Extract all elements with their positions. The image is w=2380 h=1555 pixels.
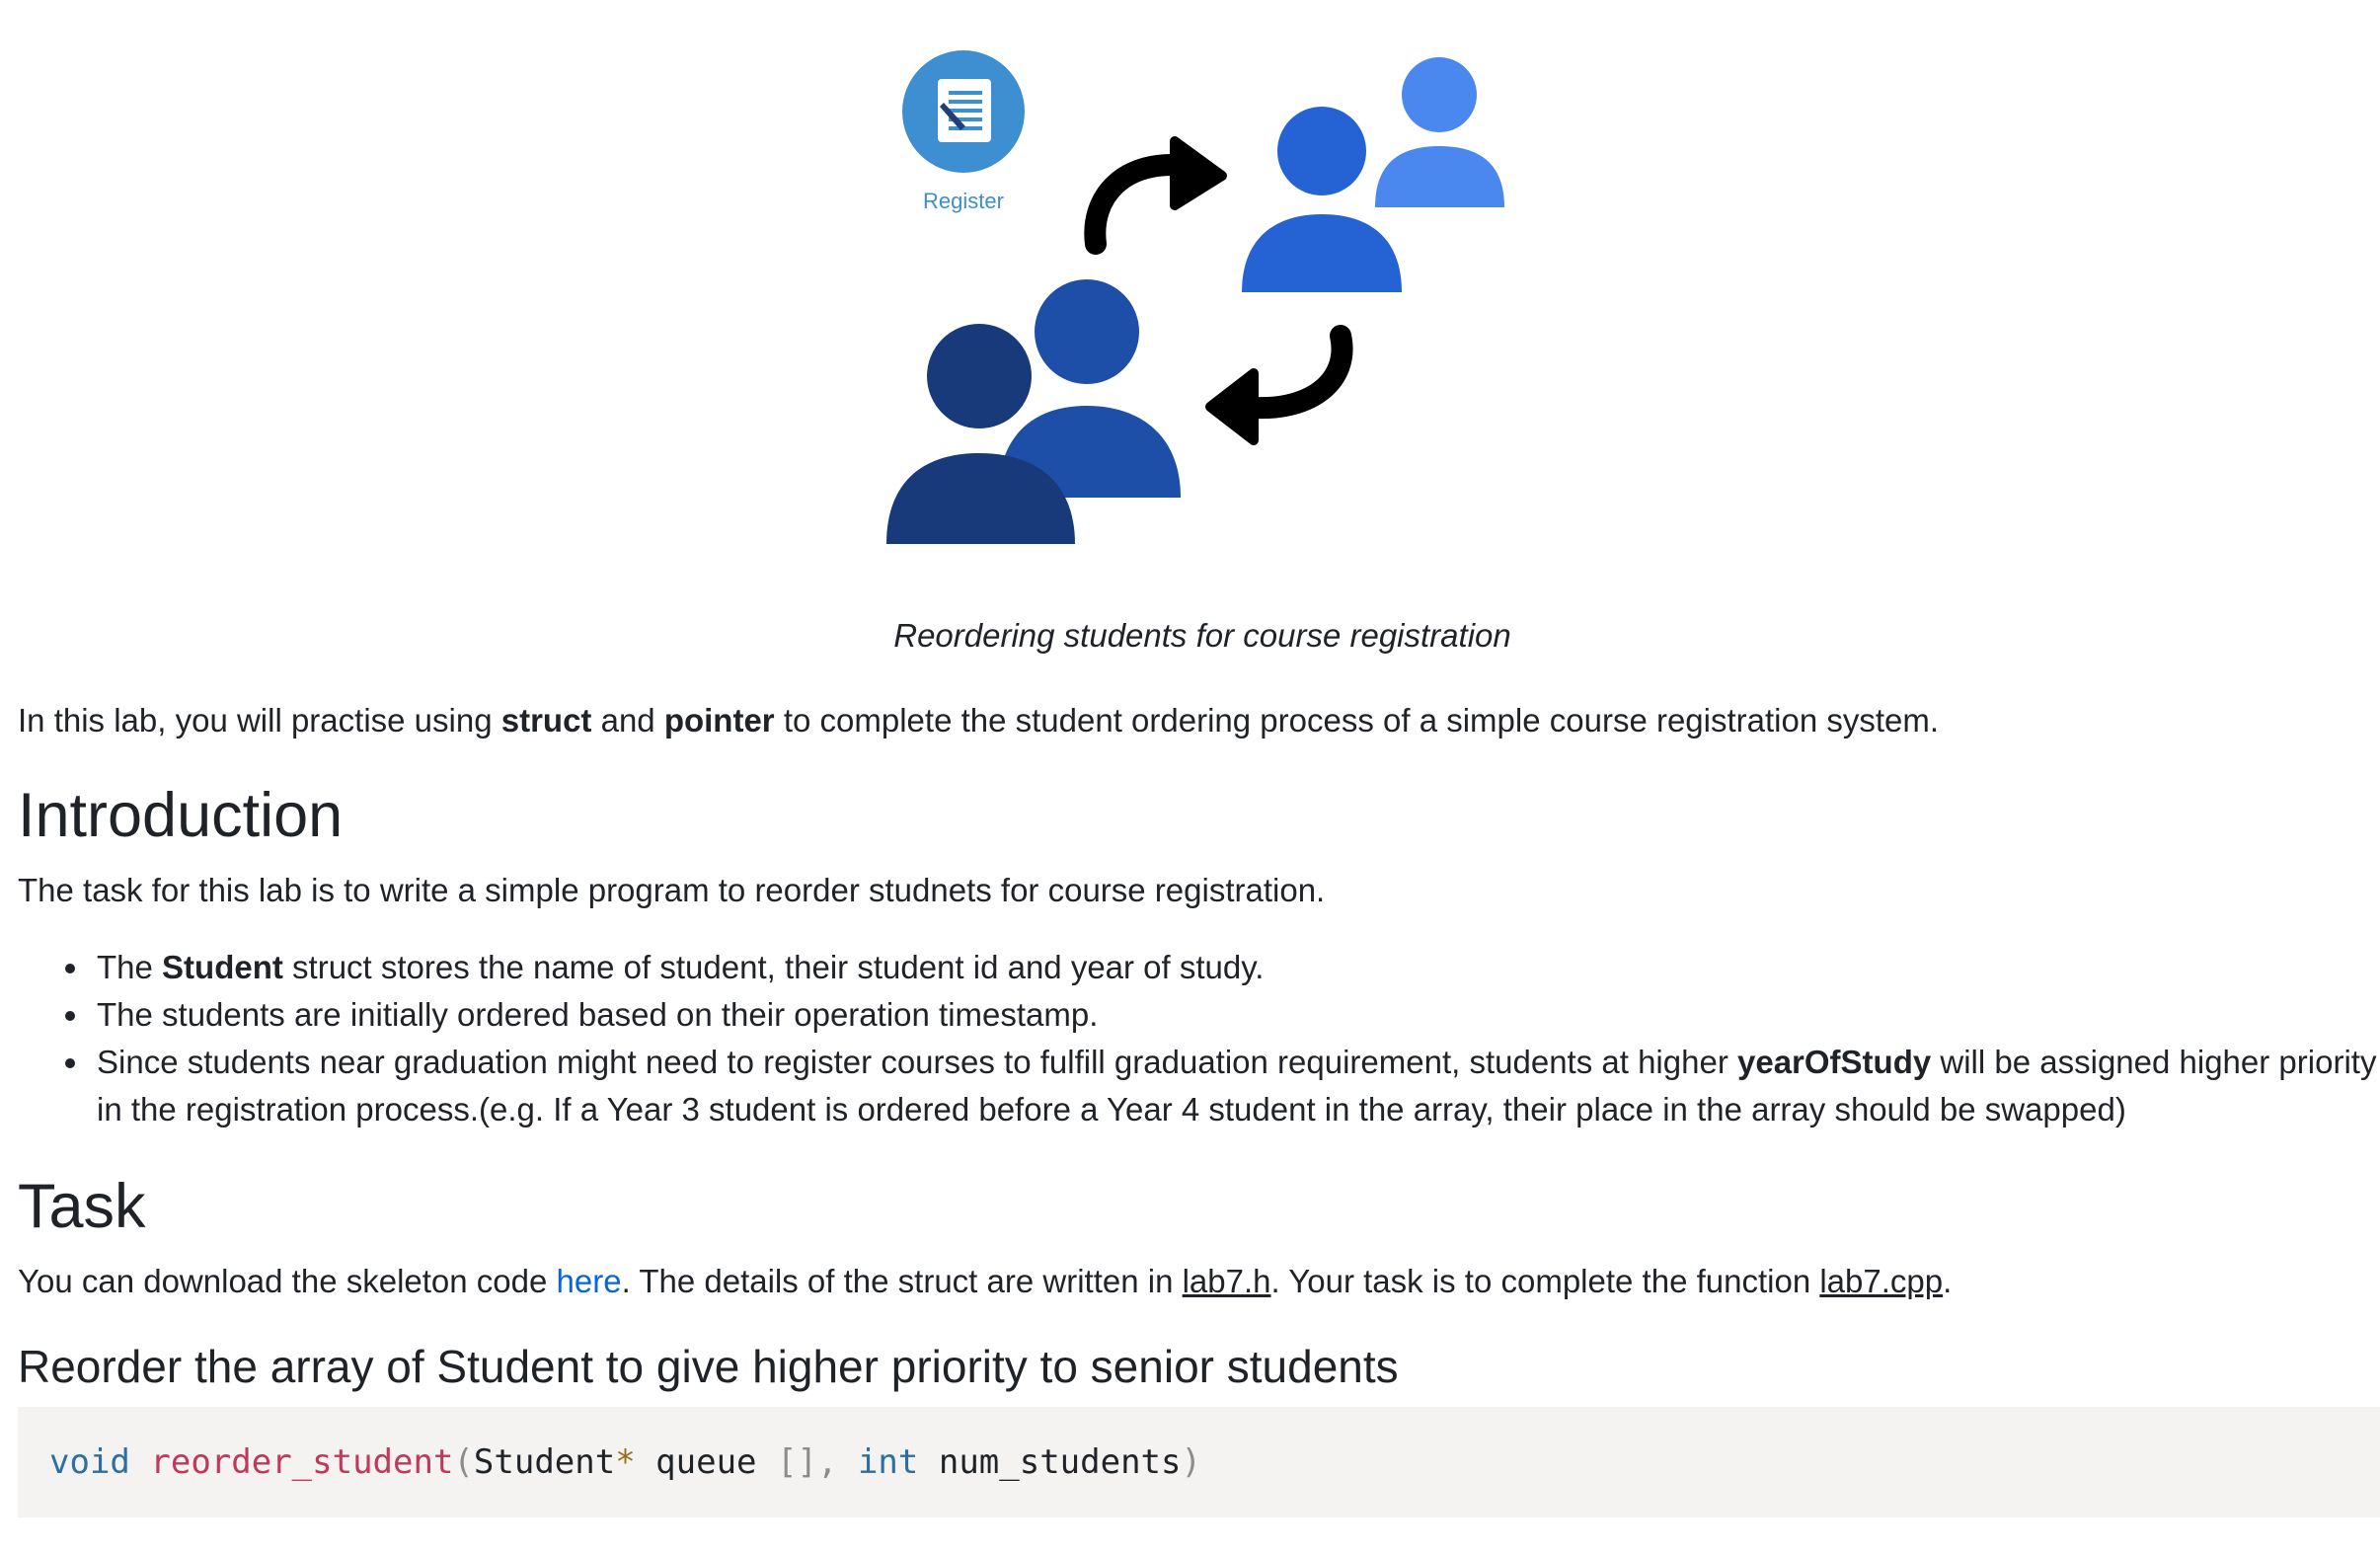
- task-text-middle2: . Your task is to complete the function: [1270, 1263, 1820, 1299]
- registration-figure: [18, 0, 2380, 681]
- arrow-right-icon: [1095, 141, 1222, 244]
- code-type-student: Student: [473, 1442, 616, 1482]
- task-text-middle: . The details of the struct are written in: [621, 1263, 1183, 1299]
- reorder-section-heading: Reorder the array of Student to give higher priority to senior students: [18, 1341, 1399, 1392]
- intro-bold-pointer: pointer: [663, 702, 775, 739]
- intro-bold-struct: struct: [500, 702, 592, 739]
- task-text-end: .: [1943, 1263, 1953, 1299]
- arrow-left-icon: [1210, 336, 1343, 440]
- code-paren-open: (: [453, 1442, 474, 1482]
- intro-text-middle: and: [591, 702, 664, 739]
- list-item: [97, 991, 2377, 1039]
- code-comma: ,: [816, 1442, 838, 1482]
- function-signature-code-block: [18, 1407, 2380, 1517]
- code-function-name: reorder_student: [150, 1442, 454, 1482]
- bullet-text-end: will be assigned higher priority in the registration process.(e.g. If a Year 3 student is ordered before a Year 4 student in the array, their place in the array should be swapped): [97, 1044, 2377, 1127]
- document-content: [18, 0, 2380, 1482]
- intro-text: In this lab, you will practise using: [18, 702, 501, 739]
- task-paragraph: [18, 1258, 1952, 1305]
- code-keyword-void: void: [49, 1442, 130, 1482]
- task-heading: Task: [18, 1172, 146, 1241]
- figure-caption: Reordering students for course registration: [893, 617, 1511, 654]
- intro-paragraph: [18, 697, 1939, 744]
- intro-text-end: to complete the student ordering process of a simple course registration system.: [774, 702, 1940, 739]
- code-paren-close: ): [1181, 1442, 1201, 1482]
- register-icon: [902, 50, 1025, 173]
- bullet-text: The students are initially ordered based on their operation timestamp.: [97, 996, 1099, 1033]
- lab7-h-filename: lab7.h: [1182, 1263, 1271, 1299]
- skeleton-code-link[interactable]: here: [556, 1263, 622, 1299]
- code-keyword-int: int: [857, 1442, 919, 1482]
- list-item: [97, 944, 2377, 991]
- bullet-bold-yearofstudy: yearOfStudy: [1736, 1044, 1932, 1080]
- register-label: Register: [923, 189, 1004, 213]
- introduction-description: The task for this lab is to write a simple program to reorder studnets for course registration.: [18, 872, 1326, 908]
- code-pointer-star: *: [615, 1442, 636, 1482]
- list-item: [97, 1039, 2377, 1133]
- bullet-bold-student: Student: [162, 949, 283, 985]
- bullet-text-end: struct stores the name of student, their student id and year of study.: [282, 949, 1265, 985]
- introduction-bullet-list: [18, 944, 2377, 1133]
- reorder-illustration: [18, 0, 2380, 612]
- task-text: You can download the skeleton code: [18, 1263, 557, 1299]
- introduction-heading: Introduction: [18, 781, 344, 850]
- person-light-icon: [1375, 57, 1504, 207]
- lab7-cpp-filename: lab7.cpp: [1819, 1263, 1944, 1299]
- bullet-text: Since students near graduation might need to register courses to fulfill graduation requirement, students at higher: [97, 1044, 1737, 1080]
- bullet-text: The: [97, 949, 163, 985]
- code-param-num-students: num_students: [938, 1442, 1182, 1482]
- code-param-queue: queue: [655, 1442, 757, 1482]
- code-brackets: []: [777, 1442, 817, 1482]
